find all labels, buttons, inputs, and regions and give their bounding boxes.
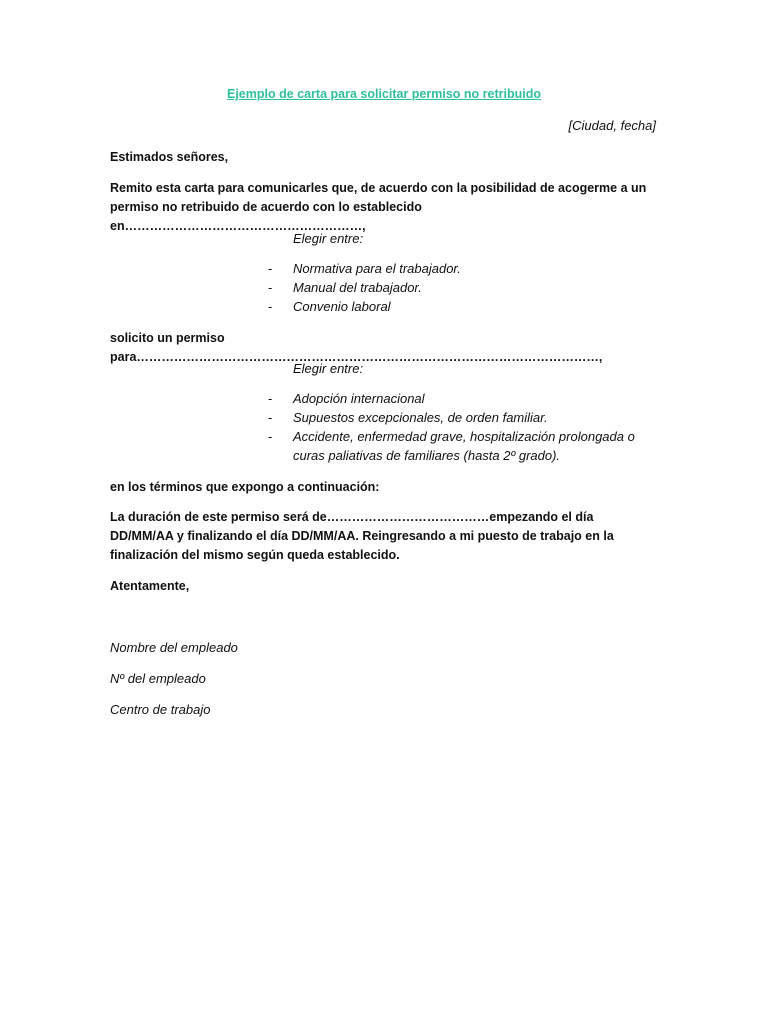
duration-paragraph: La duración de este permiso será de…………………………………empezando el día DD/MM/AA y finalizando el día DD/MM/AA. Reingresando a mi puesto de trabajo en la finalización del mismo según queda establecido.: [110, 510, 614, 562]
letter-title: Ejemplo de carta para solicitar permiso no retribuido: [227, 87, 541, 101]
place-date: [Ciudad, fecha]: [568, 118, 656, 133]
request-paragraph: solicito un permiso para…………………………………………………………………………………………………,: [110, 331, 603, 364]
list-item-text: Accidente, enfermedad grave, hospitalización prolongada o curas paliativas de familiares (hasta 2º grado).: [293, 429, 635, 463]
terms-line: en los términos que expongo a continuación:: [110, 480, 380, 494]
options-list-1: [268, 259, 658, 316]
list-item: [268, 408, 658, 427]
list-item-text: Supuestos excepcionales, de orden familiar.: [293, 410, 548, 425]
employee-name-field: Nombre del empleado: [110, 640, 238, 655]
intro-paragraph: Remito esta carta para comunicarles que, de acuerdo con la posibilidad de acogerme a un permiso no retribuido de acuerdo con lo establecido en…………………………………………………,: [110, 181, 647, 233]
list-item-text: Convenio laboral: [293, 299, 391, 314]
choose-label-2: Elegir entre:: [293, 361, 364, 376]
list-dash: -: [268, 429, 273, 444]
list-item: [268, 259, 658, 278]
options-list-2: [268, 389, 658, 465]
list-dash: -: [268, 261, 273, 276]
choose-label-1: Elegir entre:: [293, 231, 364, 246]
list-item-text: Manual del trabajador.: [293, 280, 422, 295]
workplace-field: Centro de trabajo: [110, 702, 211, 717]
list-item-text: Normativa para el trabajador.: [293, 261, 461, 276]
list-dash: -: [268, 299, 273, 314]
greeting: Estimados señores,: [110, 150, 229, 164]
list-item: [268, 427, 658, 465]
closing: Atentamente,: [110, 579, 190, 593]
list-dash: -: [268, 410, 273, 425]
list-dash: -: [268, 280, 273, 295]
employee-number-field: Nº del empleado: [110, 671, 206, 686]
list-item: [268, 389, 658, 408]
list-dash: -: [268, 391, 273, 406]
list-item-text: Adopción internacional: [293, 391, 425, 406]
list-item: [268, 278, 658, 297]
list-item: [268, 297, 658, 316]
